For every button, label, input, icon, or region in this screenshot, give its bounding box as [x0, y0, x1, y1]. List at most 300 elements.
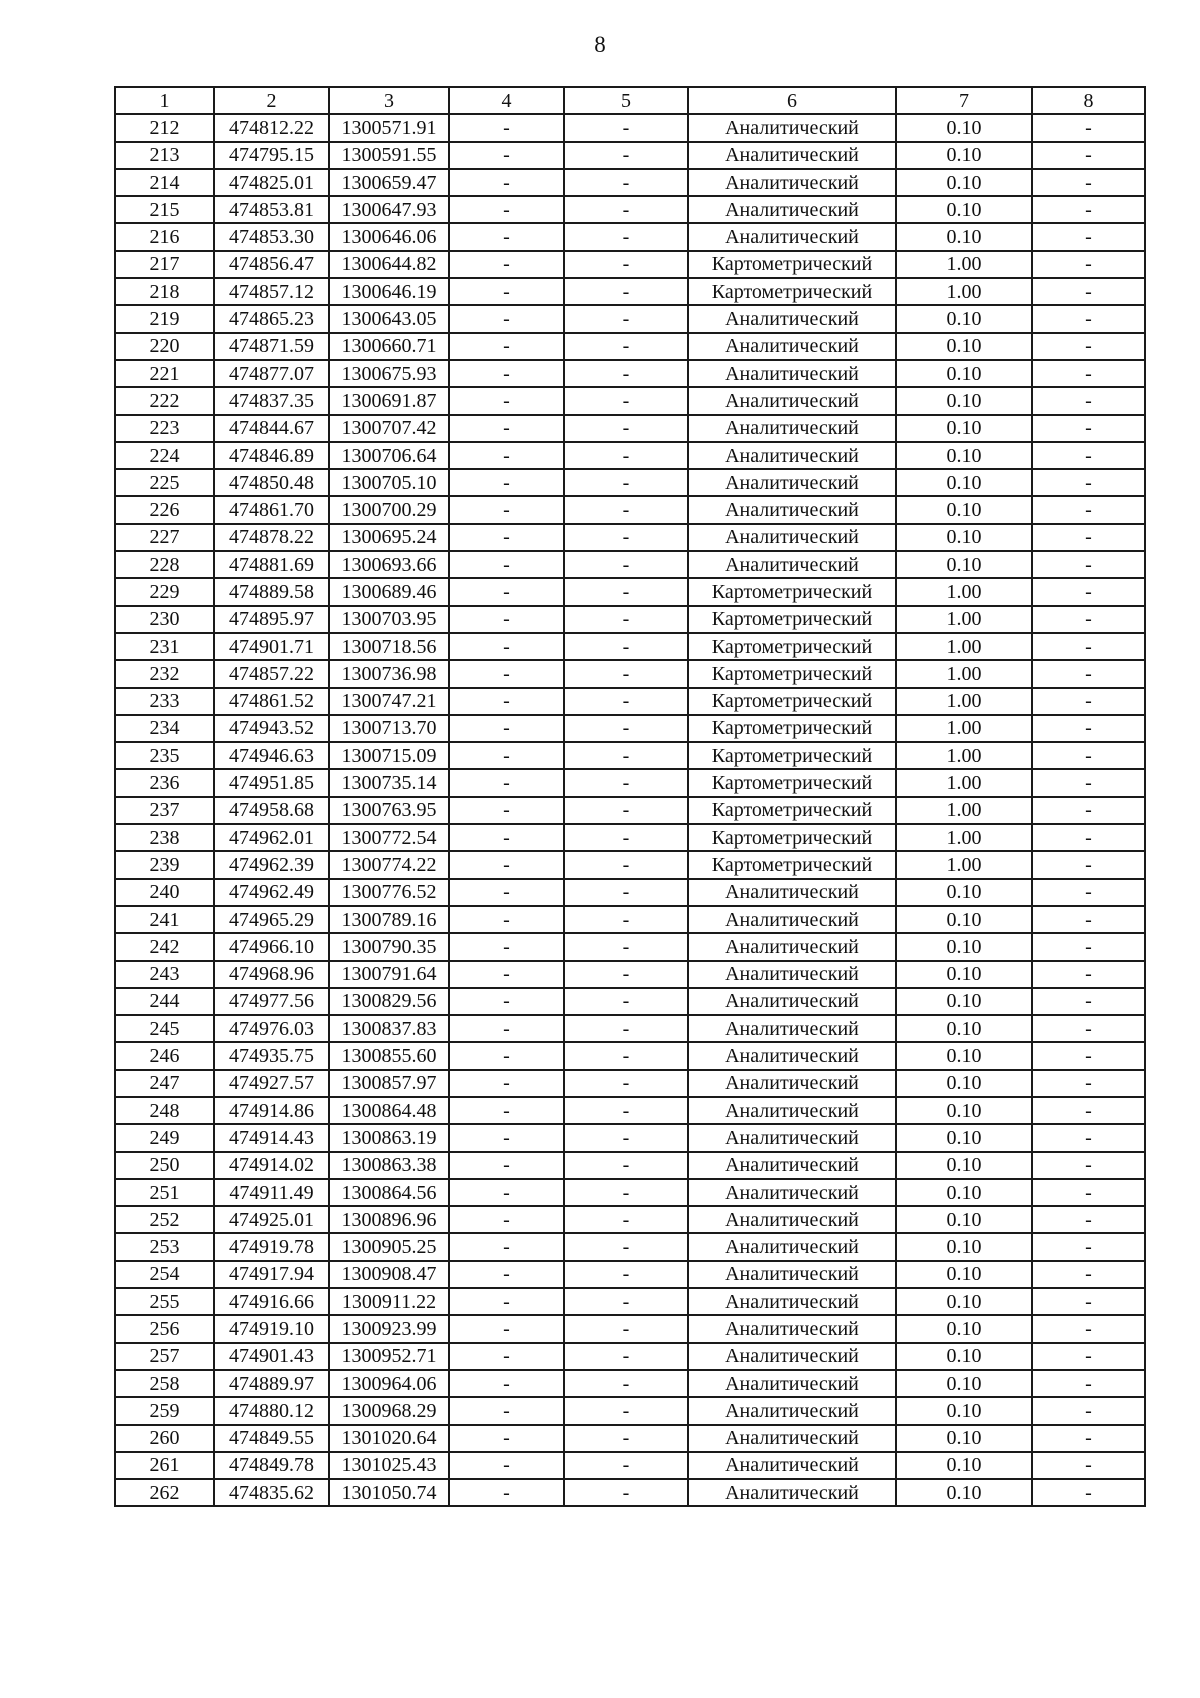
- x-coordinate-cell: 474914.43: [214, 1124, 329, 1151]
- accuracy-cell: 1.00: [896, 251, 1032, 278]
- x-coordinate-cell: 474889.58: [214, 578, 329, 605]
- accuracy-cell: 1.00: [896, 688, 1032, 715]
- method-cell: Аналитический: [688, 415, 896, 442]
- y-coordinate-cell: 1300646.19: [329, 278, 449, 305]
- table-row: [115, 496, 1145, 523]
- x-coordinate-cell: 474946.63: [214, 742, 329, 769]
- col8-cell: -: [1032, 1124, 1145, 1151]
- table-row: [115, 196, 1145, 223]
- x-coordinate-cell: 474935.75: [214, 1042, 329, 1069]
- col5-cell: -: [564, 633, 688, 660]
- method-cell: Аналитический: [688, 1015, 896, 1042]
- y-coordinate-cell: 1300700.29: [329, 496, 449, 523]
- point-number-cell: 244: [115, 988, 214, 1015]
- table-row: [115, 1015, 1145, 1042]
- y-coordinate-cell: 1300952.71: [329, 1343, 449, 1370]
- x-coordinate-cell: 474880.12: [214, 1397, 329, 1424]
- point-number-cell: 225: [115, 469, 214, 496]
- x-coordinate-cell: 474853.81: [214, 196, 329, 223]
- accuracy-cell: 0.10: [896, 933, 1032, 960]
- point-number-cell: 256: [115, 1315, 214, 1342]
- point-number-cell: 216: [115, 223, 214, 250]
- col5-cell: -: [564, 169, 688, 196]
- x-coordinate-cell: 474901.71: [214, 633, 329, 660]
- table-row: [115, 1425, 1145, 1452]
- table-row: [115, 961, 1145, 988]
- x-coordinate-cell: 474861.70: [214, 496, 329, 523]
- col5-cell: -: [564, 196, 688, 223]
- col5-cell: -: [564, 442, 688, 469]
- col4-cell: -: [449, 1370, 564, 1397]
- col5-cell: -: [564, 1452, 688, 1479]
- accuracy-cell: 0.10: [896, 1070, 1032, 1097]
- x-coordinate-cell: 474925.01: [214, 1206, 329, 1233]
- y-coordinate-cell: 1300896.96: [329, 1206, 449, 1233]
- column-header: 3: [329, 87, 449, 114]
- table-row: [115, 1315, 1145, 1342]
- x-coordinate-cell: 474853.30: [214, 223, 329, 250]
- col8-cell: -: [1032, 360, 1145, 387]
- accuracy-cell: 0.10: [896, 1042, 1032, 1069]
- point-number-cell: 238: [115, 824, 214, 851]
- col5-cell: -: [564, 223, 688, 250]
- col5-cell: -: [564, 933, 688, 960]
- col4-cell: -: [449, 415, 564, 442]
- col8-cell: -: [1032, 1452, 1145, 1479]
- table-row: [115, 1343, 1145, 1370]
- y-coordinate-cell: 1300864.48: [329, 1097, 449, 1124]
- method-cell: Аналитический: [688, 442, 896, 469]
- method-cell: Аналитический: [688, 1124, 896, 1151]
- table-row: [115, 1370, 1145, 1397]
- col4-cell: -: [449, 797, 564, 824]
- col5-cell: -: [564, 742, 688, 769]
- column-header: 6: [688, 87, 896, 114]
- table-row: [115, 1152, 1145, 1179]
- col4-cell: -: [449, 524, 564, 551]
- col5-cell: -: [564, 660, 688, 687]
- col4-cell: -: [449, 1152, 564, 1179]
- point-number-cell: 258: [115, 1370, 214, 1397]
- table-row: [115, 1070, 1145, 1097]
- y-coordinate-cell: 1300829.56: [329, 988, 449, 1015]
- point-number-cell: 215: [115, 196, 214, 223]
- table-row: [115, 906, 1145, 933]
- x-coordinate-cell: 474901.43: [214, 1343, 329, 1370]
- col5-cell: -: [564, 360, 688, 387]
- point-number-cell: 248: [115, 1097, 214, 1124]
- col4-cell: -: [449, 1015, 564, 1042]
- point-number-cell: 234: [115, 715, 214, 742]
- y-coordinate-cell: 1300864.56: [329, 1179, 449, 1206]
- x-coordinate-cell: 474825.01: [214, 169, 329, 196]
- table-row: [115, 1288, 1145, 1315]
- point-number-cell: 241: [115, 906, 214, 933]
- column-header: 5: [564, 87, 688, 114]
- col5-cell: -: [564, 797, 688, 824]
- x-coordinate-cell: 474943.52: [214, 715, 329, 742]
- method-cell: Аналитический: [688, 1152, 896, 1179]
- col5-cell: -: [564, 988, 688, 1015]
- x-coordinate-cell: 474968.96: [214, 961, 329, 988]
- point-number-cell: 236: [115, 769, 214, 796]
- table-row: [115, 660, 1145, 687]
- col5-cell: -: [564, 387, 688, 414]
- y-coordinate-cell: 1300571.91: [329, 114, 449, 141]
- col5-cell: -: [564, 1315, 688, 1342]
- accuracy-cell: 0.10: [896, 305, 1032, 332]
- col5-cell: -: [564, 305, 688, 332]
- y-coordinate-cell: 1300659.47: [329, 169, 449, 196]
- col4-cell: -: [449, 633, 564, 660]
- point-number-cell: 229: [115, 578, 214, 605]
- col8-cell: -: [1032, 578, 1145, 605]
- col5-cell: -: [564, 496, 688, 523]
- accuracy-cell: 0.10: [896, 1479, 1032, 1506]
- col8-cell: -: [1032, 1425, 1145, 1452]
- accuracy-cell: 1.00: [896, 742, 1032, 769]
- col8-cell: -: [1032, 1343, 1145, 1370]
- accuracy-cell: 1.00: [896, 606, 1032, 633]
- col4-cell: -: [449, 1179, 564, 1206]
- y-coordinate-cell: 1300693.66: [329, 551, 449, 578]
- point-number-cell: 261: [115, 1452, 214, 1479]
- col8-cell: -: [1032, 1261, 1145, 1288]
- table-row: [115, 1261, 1145, 1288]
- method-cell: Аналитический: [688, 142, 896, 169]
- accuracy-cell: 0.10: [896, 1425, 1032, 1452]
- col8-cell: -: [1032, 1042, 1145, 1069]
- y-coordinate-cell: 1300691.87: [329, 387, 449, 414]
- col4-cell: -: [449, 961, 564, 988]
- method-cell: Аналитический: [688, 961, 896, 988]
- col4-cell: -: [449, 1097, 564, 1124]
- accuracy-cell: 0.10: [896, 1152, 1032, 1179]
- accuracy-cell: 0.10: [896, 1343, 1032, 1370]
- col8-cell: -: [1032, 305, 1145, 332]
- point-number-cell: 214: [115, 169, 214, 196]
- col8-cell: -: [1032, 1097, 1145, 1124]
- table-row: [115, 1124, 1145, 1151]
- method-cell: Картометрический: [688, 824, 896, 851]
- accuracy-cell: 1.00: [896, 660, 1032, 687]
- accuracy-cell: 0.10: [896, 387, 1032, 414]
- accuracy-cell: 0.10: [896, 469, 1032, 496]
- accuracy-cell: 0.10: [896, 114, 1032, 141]
- col8-cell: -: [1032, 442, 1145, 469]
- y-coordinate-cell: 1301025.43: [329, 1452, 449, 1479]
- method-cell: Аналитический: [688, 114, 896, 141]
- col5-cell: -: [564, 879, 688, 906]
- method-cell: Аналитический: [688, 469, 896, 496]
- col8-cell: -: [1032, 879, 1145, 906]
- method-cell: Картометрический: [688, 660, 896, 687]
- col8-cell: -: [1032, 496, 1145, 523]
- point-number-cell: 247: [115, 1070, 214, 1097]
- point-number-cell: 222: [115, 387, 214, 414]
- y-coordinate-cell: 1300705.10: [329, 469, 449, 496]
- column-header: 1: [115, 87, 214, 114]
- col5-cell: -: [564, 906, 688, 933]
- col4-cell: -: [449, 496, 564, 523]
- point-number-cell: 212: [115, 114, 214, 141]
- col8-cell: -: [1032, 1152, 1145, 1179]
- y-coordinate-cell: 1300707.42: [329, 415, 449, 442]
- accuracy-cell: 0.10: [896, 415, 1032, 442]
- y-coordinate-cell: 1300791.64: [329, 961, 449, 988]
- col4-cell: -: [449, 578, 564, 605]
- accuracy-cell: 0.10: [896, 496, 1032, 523]
- y-coordinate-cell: 1300643.05: [329, 305, 449, 332]
- point-number-cell: 217: [115, 251, 214, 278]
- col8-cell: -: [1032, 715, 1145, 742]
- col5-cell: -: [564, 1479, 688, 1506]
- method-cell: Картометрический: [688, 251, 896, 278]
- col5-cell: -: [564, 715, 688, 742]
- y-coordinate-cell: 1300776.52: [329, 879, 449, 906]
- col5-cell: -: [564, 1343, 688, 1370]
- col8-cell: -: [1032, 988, 1145, 1015]
- x-coordinate-cell: 474857.12: [214, 278, 329, 305]
- accuracy-cell: 0.10: [896, 524, 1032, 551]
- y-coordinate-cell: 1300964.06: [329, 1370, 449, 1397]
- method-cell: Картометрический: [688, 278, 896, 305]
- col8-cell: -: [1032, 196, 1145, 223]
- point-number-cell: 249: [115, 1124, 214, 1151]
- x-coordinate-cell: 474878.22: [214, 524, 329, 551]
- col5-cell: -: [564, 333, 688, 360]
- table-row: [115, 333, 1145, 360]
- x-coordinate-cell: 474917.94: [214, 1261, 329, 1288]
- col4-cell: -: [449, 1452, 564, 1479]
- col4-cell: -: [449, 1397, 564, 1424]
- column-header: 2: [214, 87, 329, 114]
- y-coordinate-cell: 1300713.70: [329, 715, 449, 742]
- x-coordinate-cell: 474857.22: [214, 660, 329, 687]
- point-number-cell: 235: [115, 742, 214, 769]
- table-row: [115, 1479, 1145, 1506]
- table-row: [115, 742, 1145, 769]
- table-row: [115, 933, 1145, 960]
- table-row: [115, 1452, 1145, 1479]
- x-coordinate-cell: 474865.23: [214, 305, 329, 332]
- accuracy-cell: 0.10: [896, 1097, 1032, 1124]
- table-row: [115, 305, 1145, 332]
- method-cell: Аналитический: [688, 196, 896, 223]
- point-number-cell: 218: [115, 278, 214, 305]
- method-cell: Аналитический: [688, 1070, 896, 1097]
- y-coordinate-cell: 1300911.22: [329, 1288, 449, 1315]
- table-row: [115, 988, 1145, 1015]
- accuracy-cell: 0.10: [896, 1288, 1032, 1315]
- table-row: [115, 223, 1145, 250]
- col5-cell: -: [564, 551, 688, 578]
- table-row: [115, 851, 1145, 878]
- accuracy-cell: 0.10: [896, 333, 1032, 360]
- col8-cell: -: [1032, 524, 1145, 551]
- point-number-cell: 251: [115, 1179, 214, 1206]
- point-number-cell: 250: [115, 1152, 214, 1179]
- point-number-cell: 232: [115, 660, 214, 687]
- point-number-cell: 253: [115, 1233, 214, 1260]
- x-coordinate-cell: 474962.39: [214, 851, 329, 878]
- accuracy-cell: 1.00: [896, 278, 1032, 305]
- x-coordinate-cell: 474881.69: [214, 551, 329, 578]
- method-cell: Аналитический: [688, 223, 896, 250]
- col8-cell: -: [1032, 742, 1145, 769]
- y-coordinate-cell: 1300789.16: [329, 906, 449, 933]
- x-coordinate-cell: 474966.10: [214, 933, 329, 960]
- point-number-cell: 240: [115, 879, 214, 906]
- point-number-cell: 237: [115, 797, 214, 824]
- table-row: [115, 1233, 1145, 1260]
- method-cell: Аналитический: [688, 496, 896, 523]
- col8-cell: -: [1032, 851, 1145, 878]
- x-coordinate-cell: 474927.57: [214, 1070, 329, 1097]
- col8-cell: -: [1032, 1370, 1145, 1397]
- y-coordinate-cell: 1300736.98: [329, 660, 449, 687]
- y-coordinate-cell: 1300675.93: [329, 360, 449, 387]
- col4-cell: -: [449, 469, 564, 496]
- col5-cell: -: [564, 1152, 688, 1179]
- col5-cell: -: [564, 688, 688, 715]
- col4-cell: -: [449, 142, 564, 169]
- method-cell: Аналитический: [688, 1397, 896, 1424]
- accuracy-cell: 0.10: [896, 1370, 1032, 1397]
- y-coordinate-cell: 1300703.95: [329, 606, 449, 633]
- col4-cell: -: [449, 360, 564, 387]
- y-coordinate-cell: 1301020.64: [329, 1425, 449, 1452]
- method-cell: Аналитический: [688, 1261, 896, 1288]
- point-number-cell: 260: [115, 1425, 214, 1452]
- col4-cell: -: [449, 769, 564, 796]
- x-coordinate-cell: 474976.03: [214, 1015, 329, 1042]
- x-coordinate-cell: 474911.49: [214, 1179, 329, 1206]
- accuracy-cell: 0.10: [896, 879, 1032, 906]
- coordinates-table: [114, 86, 1146, 1507]
- y-coordinate-cell: 1300646.06: [329, 223, 449, 250]
- column-header: 8: [1032, 87, 1145, 114]
- x-coordinate-cell: 474919.78: [214, 1233, 329, 1260]
- table-row: [115, 1179, 1145, 1206]
- col4-cell: -: [449, 660, 564, 687]
- method-cell: Картометрический: [688, 851, 896, 878]
- y-coordinate-cell: 1300689.46: [329, 578, 449, 605]
- accuracy-cell: 0.10: [896, 1015, 1032, 1042]
- point-number-cell: 223: [115, 415, 214, 442]
- point-number-cell: 245: [115, 1015, 214, 1042]
- col8-cell: -: [1032, 769, 1145, 796]
- point-number-cell: 224: [115, 442, 214, 469]
- col8-cell: -: [1032, 114, 1145, 141]
- col8-cell: -: [1032, 1015, 1145, 1042]
- method-cell: Аналитический: [688, 1452, 896, 1479]
- y-coordinate-cell: 1300695.24: [329, 524, 449, 551]
- col8-cell: -: [1032, 1233, 1145, 1260]
- point-number-cell: 227: [115, 524, 214, 551]
- col8-cell: -: [1032, 169, 1145, 196]
- y-coordinate-cell: 1300774.22: [329, 851, 449, 878]
- y-coordinate-cell: 1300660.71: [329, 333, 449, 360]
- table-row: [115, 442, 1145, 469]
- method-cell: Аналитический: [688, 524, 896, 551]
- method-cell: Картометрический: [688, 578, 896, 605]
- col4-cell: -: [449, 251, 564, 278]
- y-coordinate-cell: 1300591.55: [329, 142, 449, 169]
- col8-cell: -: [1032, 660, 1145, 687]
- col4-cell: -: [449, 715, 564, 742]
- col5-cell: -: [564, 851, 688, 878]
- point-number-cell: 257: [115, 1343, 214, 1370]
- method-cell: Картометрический: [688, 715, 896, 742]
- method-cell: Аналитический: [688, 333, 896, 360]
- method-cell: Аналитический: [688, 1343, 896, 1370]
- accuracy-cell: 1.00: [896, 851, 1032, 878]
- accuracy-cell: 0.10: [896, 1233, 1032, 1260]
- accuracy-cell: 1.00: [896, 824, 1032, 851]
- table-row: [115, 278, 1145, 305]
- col5-cell: -: [564, 1261, 688, 1288]
- col5-cell: -: [564, 114, 688, 141]
- table-header-row: [115, 87, 1145, 114]
- col5-cell: -: [564, 1124, 688, 1151]
- y-coordinate-cell: 1300747.21: [329, 688, 449, 715]
- method-cell: Аналитический: [688, 1233, 896, 1260]
- method-cell: Картометрический: [688, 769, 896, 796]
- method-cell: Картометрический: [688, 606, 896, 633]
- point-number-cell: 252: [115, 1206, 214, 1233]
- x-coordinate-cell: 474962.49: [214, 879, 329, 906]
- table-row: [115, 578, 1145, 605]
- col5-cell: -: [564, 469, 688, 496]
- x-coordinate-cell: 474958.68: [214, 797, 329, 824]
- x-coordinate-cell: 474837.35: [214, 387, 329, 414]
- col4-cell: -: [449, 551, 564, 578]
- point-number-cell: 230: [115, 606, 214, 633]
- table-row: [115, 360, 1145, 387]
- column-header: 7: [896, 87, 1032, 114]
- y-coordinate-cell: 1300857.97: [329, 1070, 449, 1097]
- table-row: [115, 251, 1145, 278]
- table-row: [115, 606, 1145, 633]
- table-row: [115, 169, 1145, 196]
- point-number-cell: 259: [115, 1397, 214, 1424]
- point-number-cell: 213: [115, 142, 214, 169]
- col4-cell: -: [449, 1124, 564, 1151]
- table-row: [115, 715, 1145, 742]
- col8-cell: -: [1032, 1288, 1145, 1315]
- col8-cell: -: [1032, 223, 1145, 250]
- col8-cell: -: [1032, 387, 1145, 414]
- col4-cell: -: [449, 223, 564, 250]
- point-number-cell: 239: [115, 851, 214, 878]
- method-cell: Аналитический: [688, 1370, 896, 1397]
- x-coordinate-cell: 474895.97: [214, 606, 329, 633]
- y-coordinate-cell: 1300837.83: [329, 1015, 449, 1042]
- table-row: [115, 415, 1145, 442]
- y-coordinate-cell: 1300706.64: [329, 442, 449, 469]
- y-coordinate-cell: 1300644.82: [329, 251, 449, 278]
- col5-cell: -: [564, 415, 688, 442]
- col4-cell: -: [449, 387, 564, 414]
- accuracy-cell: 0.10: [896, 223, 1032, 250]
- col8-cell: -: [1032, 1179, 1145, 1206]
- table-row: [115, 1206, 1145, 1233]
- y-coordinate-cell: 1300863.19: [329, 1124, 449, 1151]
- accuracy-cell: 0.10: [896, 360, 1032, 387]
- col5-cell: -: [564, 1070, 688, 1097]
- accuracy-cell: 0.10: [896, 1261, 1032, 1288]
